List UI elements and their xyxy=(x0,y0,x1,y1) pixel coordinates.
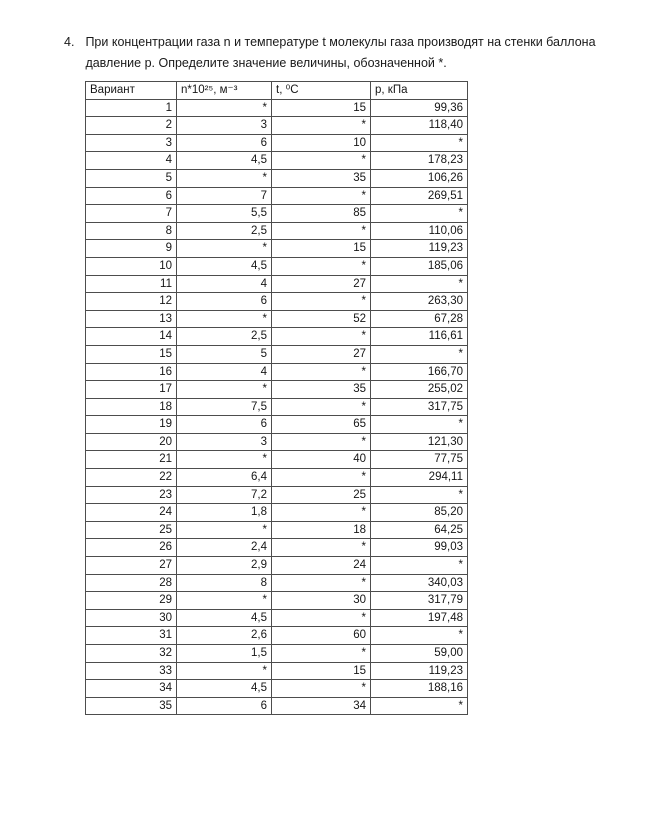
cell-temperature: * xyxy=(272,398,371,416)
cell-variant: 1 xyxy=(86,99,177,117)
cell-pressure: 118,40 xyxy=(371,117,468,135)
cell-temperature: * xyxy=(272,152,371,170)
cell-variant: 16 xyxy=(86,363,177,381)
cell-concentration: * xyxy=(177,521,272,539)
table-row xyxy=(86,310,468,328)
cell-concentration: 5,5 xyxy=(177,205,272,223)
table-row xyxy=(86,345,468,363)
cell-variant: 22 xyxy=(86,469,177,487)
cell-concentration: 4,5 xyxy=(177,680,272,698)
cell-variant: 26 xyxy=(86,539,177,557)
cell-pressure: 340,03 xyxy=(371,574,468,592)
cell-pressure: 185,06 xyxy=(371,257,468,275)
cell-pressure: 77,75 xyxy=(371,451,468,469)
cell-variant: 20 xyxy=(86,433,177,451)
cell-concentration: 3 xyxy=(177,117,272,135)
cell-pressure: 269,51 xyxy=(371,187,468,205)
table-row xyxy=(86,469,468,487)
cell-temperature: * xyxy=(272,539,371,557)
table-row xyxy=(86,697,468,715)
cell-concentration: 4,5 xyxy=(177,257,272,275)
cell-variant: 8 xyxy=(86,222,177,240)
cell-concentration: * xyxy=(177,99,272,117)
cell-temperature: * xyxy=(272,363,371,381)
cell-variant: 15 xyxy=(86,345,177,363)
cell-pressure: * xyxy=(371,486,468,504)
table-row xyxy=(86,293,468,311)
cell-variant: 32 xyxy=(86,645,177,663)
table-row xyxy=(86,609,468,627)
cell-concentration: 6 xyxy=(177,293,272,311)
table-row xyxy=(86,557,468,575)
cell-concentration: 2,9 xyxy=(177,557,272,575)
table-row xyxy=(86,504,468,522)
cell-concentration: 6 xyxy=(177,134,272,152)
table-row xyxy=(86,627,468,645)
cell-temperature: 15 xyxy=(272,240,371,258)
cell-variant: 6 xyxy=(86,187,177,205)
cell-pressure: 85,20 xyxy=(371,504,468,522)
cell-pressure: * xyxy=(371,697,468,715)
table-row xyxy=(86,99,468,117)
cell-temperature: 18 xyxy=(272,521,371,539)
cell-variant: 17 xyxy=(86,381,177,399)
table-row xyxy=(86,680,468,698)
table-row xyxy=(86,257,468,275)
cell-temperature: * xyxy=(272,574,371,592)
cell-variant: 21 xyxy=(86,451,177,469)
cell-pressure: * xyxy=(371,134,468,152)
table-row xyxy=(86,169,468,187)
cell-temperature: * xyxy=(272,504,371,522)
cell-concentration: * xyxy=(177,451,272,469)
table-row xyxy=(86,433,468,451)
table-row xyxy=(86,416,468,434)
table-row xyxy=(86,539,468,557)
table-row xyxy=(86,662,468,680)
cell-pressure: 119,23 xyxy=(371,662,468,680)
cell-temperature: * xyxy=(272,257,371,275)
table-row xyxy=(86,363,468,381)
cell-variant: 9 xyxy=(86,240,177,258)
cell-temperature: * xyxy=(272,293,371,311)
cell-concentration: 1,8 xyxy=(177,504,272,522)
cell-variant: 19 xyxy=(86,416,177,434)
cell-variant: 24 xyxy=(86,504,177,522)
cell-temperature: 60 xyxy=(272,627,371,645)
cell-temperature: * xyxy=(272,609,371,627)
table-row xyxy=(86,240,468,258)
cell-variant: 29 xyxy=(86,592,177,610)
cell-concentration: * xyxy=(177,310,272,328)
cell-temperature: 15 xyxy=(272,99,371,117)
cell-concentration: 7,2 xyxy=(177,486,272,504)
cell-pressure: 116,61 xyxy=(371,328,468,346)
table-row xyxy=(86,205,468,223)
cell-pressure: 110,06 xyxy=(371,222,468,240)
table-row xyxy=(86,451,468,469)
cell-pressure: 64,25 xyxy=(371,521,468,539)
cell-variant: 14 xyxy=(86,328,177,346)
cell-variant: 13 xyxy=(86,310,177,328)
cell-variant: 5 xyxy=(86,169,177,187)
cell-concentration: 2,4 xyxy=(177,539,272,557)
cell-temperature: 24 xyxy=(272,557,371,575)
table-row xyxy=(86,574,468,592)
table-row xyxy=(86,521,468,539)
cell-concentration: * xyxy=(177,662,272,680)
cell-concentration: 1,5 xyxy=(177,645,272,663)
cell-temperature: 65 xyxy=(272,416,371,434)
cell-temperature: 40 xyxy=(272,451,371,469)
cell-temperature: * xyxy=(272,328,371,346)
cell-concentration: 2,6 xyxy=(177,627,272,645)
cell-concentration: 4,5 xyxy=(177,609,272,627)
cell-temperature: * xyxy=(272,117,371,135)
cell-variant: 28 xyxy=(86,574,177,592)
cell-temperature: 34 xyxy=(272,697,371,715)
cell-pressure: 99,03 xyxy=(371,539,468,557)
table-row xyxy=(86,117,468,135)
table-row xyxy=(86,275,468,293)
cell-variant: 11 xyxy=(86,275,177,293)
cell-concentration: * xyxy=(177,240,272,258)
cell-concentration: * xyxy=(177,169,272,187)
cell-temperature: * xyxy=(272,433,371,451)
cell-variant: 12 xyxy=(86,293,177,311)
cell-variant: 31 xyxy=(86,627,177,645)
cell-concentration: 4,5 xyxy=(177,152,272,170)
table-row xyxy=(86,222,468,240)
variants-table xyxy=(85,81,468,715)
cell-pressure: * xyxy=(371,557,468,575)
table-row xyxy=(86,592,468,610)
table-row xyxy=(86,486,468,504)
cell-variant: 10 xyxy=(86,257,177,275)
cell-pressure: 67,28 xyxy=(371,310,468,328)
cell-pressure: 317,75 xyxy=(371,398,468,416)
cell-temperature: 10 xyxy=(272,134,371,152)
cell-temperature: 35 xyxy=(272,169,371,187)
cell-concentration: 3 xyxy=(177,433,272,451)
cell-temperature: * xyxy=(272,645,371,663)
cell-pressure: 317,79 xyxy=(371,592,468,610)
cell-temperature: 27 xyxy=(272,275,371,293)
cell-variant: 30 xyxy=(86,609,177,627)
cell-concentration: 8 xyxy=(177,574,272,592)
cell-pressure: 121,30 xyxy=(371,433,468,451)
cell-pressure: 99,36 xyxy=(371,99,468,117)
cell-pressure: 263,30 xyxy=(371,293,468,311)
cell-temperature: 25 xyxy=(272,486,371,504)
cell-pressure: * xyxy=(371,275,468,293)
cell-pressure: 59,00 xyxy=(371,645,468,663)
table-row xyxy=(86,134,468,152)
cell-temperature: 30 xyxy=(272,592,371,610)
cell-temperature: * xyxy=(272,187,371,205)
table-body xyxy=(86,99,468,715)
cell-pressure: 119,23 xyxy=(371,240,468,258)
cell-variant: 35 xyxy=(86,697,177,715)
cell-pressure: 197,48 xyxy=(371,609,468,627)
cell-temperature: 52 xyxy=(272,310,371,328)
cell-variant: 3 xyxy=(86,134,177,152)
cell-concentration: 6 xyxy=(177,697,272,715)
cell-variant: 23 xyxy=(86,486,177,504)
problem-statement xyxy=(64,32,625,74)
table-row xyxy=(86,152,468,170)
cell-pressure: 255,02 xyxy=(371,381,468,399)
cell-concentration: 2,5 xyxy=(177,222,272,240)
cell-pressure: 178,23 xyxy=(371,152,468,170)
cell-pressure: * xyxy=(371,345,468,363)
cell-concentration: 6,4 xyxy=(177,469,272,487)
cell-temperature: 15 xyxy=(272,662,371,680)
header-pressure: p, кПа xyxy=(371,82,468,100)
header-variant: Вариант xyxy=(86,82,177,100)
cell-concentration: * xyxy=(177,592,272,610)
cell-pressure: 166,70 xyxy=(371,363,468,381)
cell-variant: 25 xyxy=(86,521,177,539)
problem-number: 4. xyxy=(64,35,75,49)
cell-variant: 7 xyxy=(86,205,177,223)
cell-variant: 18 xyxy=(86,398,177,416)
cell-pressure: * xyxy=(371,416,468,434)
table-row xyxy=(86,398,468,416)
cell-temperature: * xyxy=(272,680,371,698)
cell-concentration: 2,5 xyxy=(177,328,272,346)
cell-concentration: * xyxy=(177,381,272,399)
cell-pressure: 106,26 xyxy=(371,169,468,187)
cell-variant: 27 xyxy=(86,557,177,575)
cell-pressure: 188,16 xyxy=(371,680,468,698)
cell-variant: 4 xyxy=(86,152,177,170)
table-row xyxy=(86,645,468,663)
cell-concentration: 4 xyxy=(177,275,272,293)
cell-variant: 33 xyxy=(86,662,177,680)
cell-pressure: * xyxy=(371,627,468,645)
cell-temperature: * xyxy=(272,469,371,487)
cell-concentration: 6 xyxy=(177,416,272,434)
cell-concentration: 7 xyxy=(177,187,272,205)
cell-pressure: 294,11 xyxy=(371,469,468,487)
table-row xyxy=(86,328,468,346)
table-row xyxy=(86,187,468,205)
table-row xyxy=(86,381,468,399)
cell-variant: 2 xyxy=(86,117,177,135)
cell-temperature: 85 xyxy=(272,205,371,223)
header-temperature: t, ⁰C xyxy=(272,82,371,100)
table-header-row xyxy=(86,82,468,100)
cell-variant: 34 xyxy=(86,680,177,698)
cell-concentration: 4 xyxy=(177,363,272,381)
cell-concentration: 5 xyxy=(177,345,272,363)
cell-temperature: 27 xyxy=(272,345,371,363)
cell-concentration: 7,5 xyxy=(177,398,272,416)
cell-pressure: * xyxy=(371,205,468,223)
cell-temperature: 35 xyxy=(272,381,371,399)
header-concentration: n*10²⁵, м⁻³ xyxy=(177,82,272,100)
problem-text: При концентрации газа n и температуре t молекулы газа производят на стенки баллона давление p. Определите значение величины, обозначенной *. xyxy=(85,35,596,70)
cell-temperature: * xyxy=(272,222,371,240)
